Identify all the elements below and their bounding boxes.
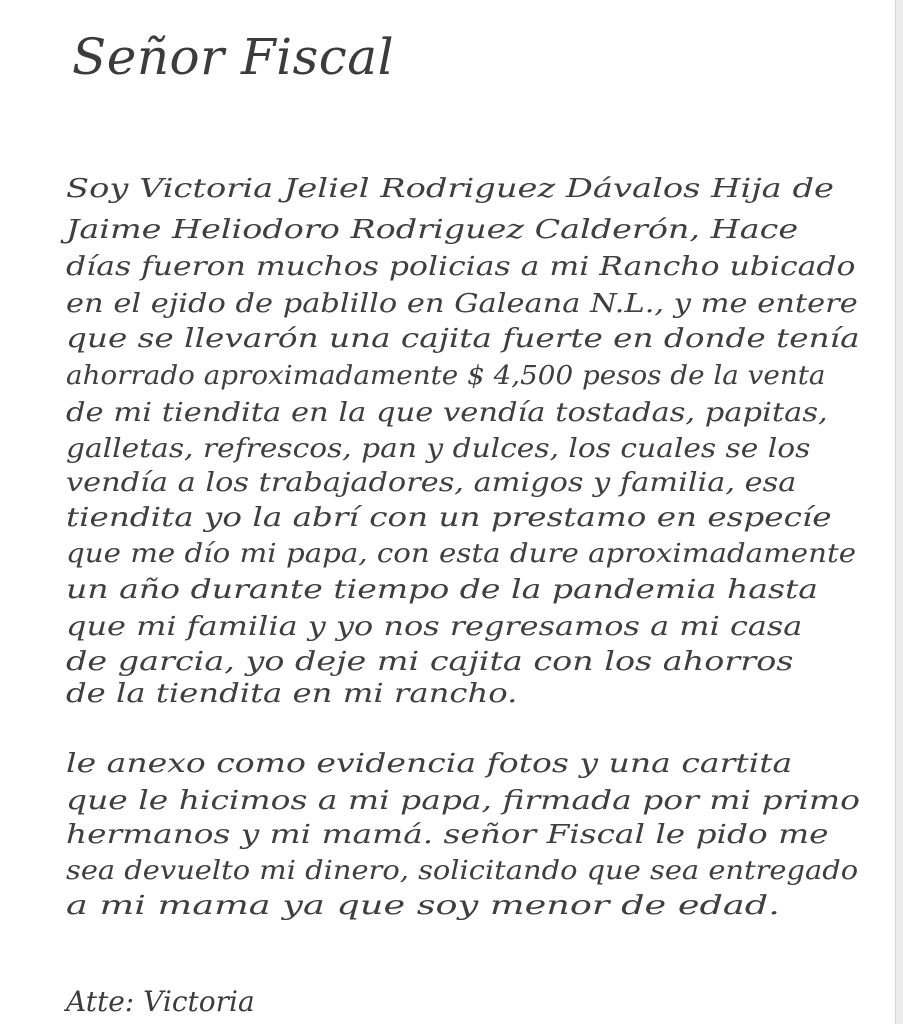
handwritten-line: de mi tiendita en la que vendía tostadas, papitas, [66,398,828,428]
letter-title: Señor Fiscal [72,28,395,86]
handwritten-line: un año durante tiempo de la pandemia hasta [66,575,819,605]
handwritten-line: sea devuelto mi dinero, solicitando que sea entregado [66,856,859,886]
handwritten-line: ahorrado aproximadamente $ 4,500 pesos de la venta [66,361,826,391]
handwritten-line: en el ejido de pablillo en Galeana N.L., y me entere [66,289,858,319]
handwritten-line: hermanos y mi mamá. señor Fiscal le pido me [66,820,829,850]
handwritten-line: tiendita yo la abrí con un prestamo en especíe [66,503,832,533]
handwritten-line: que se llevarón una cajita fuerte en donde tenía [66,324,860,354]
handwritten-line: vendía a los trabajadores, amigos y familia, esa [66,468,797,498]
handwritten-line: que mi familia y yo nos regresamos a mi casa [66,612,803,642]
handwritten-line: de garcia, yo deje mi cajita con los ahorros [66,647,794,677]
handwritten-line: galletas, refrescos, pan y dulces, los cuales se los [66,434,811,464]
handwritten-line: Jaime Heliodoro Rodriguez Calderón, Hace [66,215,799,245]
handwritten-line: a mi mama ya que soy menor de edad. [66,891,780,921]
handwritten-line: le anexo como evidencia fotos y una cartita [66,749,793,779]
handwritten-line: que me dío mi papa, con esta dure aproximadamente [66,539,857,569]
handwritten-line: días fueron muchos policias a mi Rancho ubicado [66,252,856,282]
letter-signoff: Atte: Victoria [66,985,255,1018]
handwritten-line: de la tiendita en mi rancho. [66,679,518,709]
page-edge [896,0,903,1024]
handwritten-line: Soy Victoria Jeliel Rodriguez Dávalos Hija de [66,174,834,204]
handwritten-line: que le hicimos a mi papa, firmada por mi primo [66,786,860,816]
